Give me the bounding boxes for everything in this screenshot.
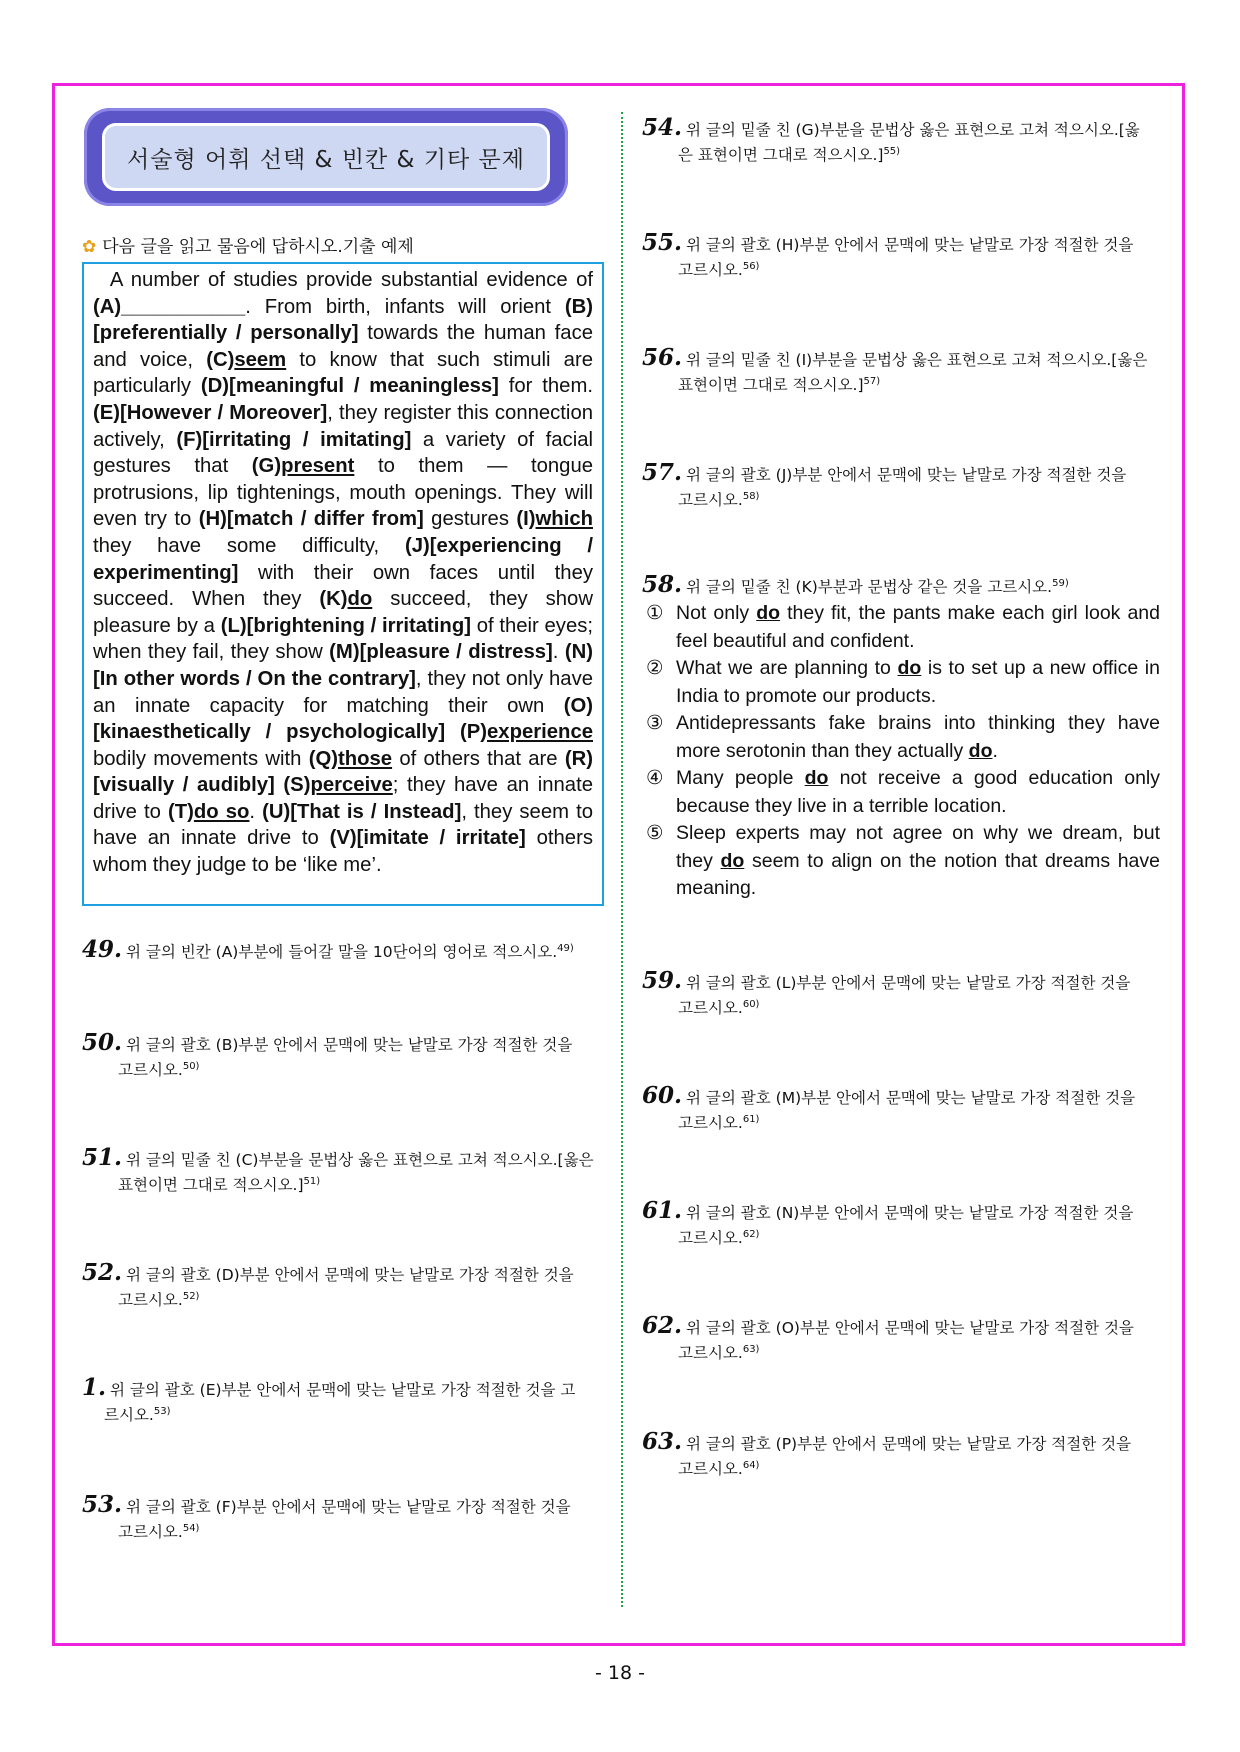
question-number: 53. bbox=[82, 1491, 123, 1518]
question-number: 62. bbox=[642, 1312, 683, 1339]
choice-n: (N)[In other words / On the contrary] bbox=[93, 641, 593, 690]
underline-i: which bbox=[535, 508, 593, 531]
footnote-ref: 56) bbox=[742, 261, 760, 272]
question-54 bbox=[642, 114, 1166, 166]
option-underline: do bbox=[804, 767, 829, 789]
question-text: 위 글의 괄호 (O)부분 안에서 문맥에 맞는 낱말로 가장 적절한 것을 bbox=[686, 1319, 1134, 1337]
option-text: Many people bbox=[676, 767, 805, 789]
instruction-text: 다음 글을 읽고 물음에 답하시오.기출 예제 bbox=[102, 237, 414, 257]
blank-a: (A)___________ bbox=[93, 295, 246, 318]
option-2 bbox=[646, 655, 1160, 710]
option-text: not receive a good education only because they live in a terrible location. bbox=[676, 767, 1160, 817]
footnote-ref: 55) bbox=[883, 146, 901, 157]
section-banner bbox=[84, 108, 568, 206]
question-59 bbox=[642, 967, 1166, 1019]
footnote-ref: 63) bbox=[742, 1344, 760, 1355]
question-text-cont: 고르시오. bbox=[678, 1460, 743, 1479]
question-number: 51. bbox=[82, 1144, 123, 1171]
choice-e: (E)[However / Moreover] bbox=[93, 401, 328, 424]
footnote-ref: 57) bbox=[863, 376, 881, 387]
options-58 bbox=[646, 600, 1160, 903]
question-text: 위 글의 빈칸 (A)부분에 들어갈 말을 10단어의 영어로 적으시오. bbox=[126, 943, 558, 962]
question-56 bbox=[642, 344, 1166, 396]
footnote-ref: 58) bbox=[742, 491, 760, 502]
passage-text: of others that are bbox=[392, 747, 565, 770]
question-number: 49. bbox=[82, 936, 123, 964]
question-50 bbox=[82, 1029, 606, 1081]
choice-o: (O)[kinaesthetically / psychologically] bbox=[93, 694, 593, 744]
choice-l: (L)[brightening / irritating] bbox=[220, 614, 471, 637]
question-text: 위 글의 괄호 (N)부분 안에서 문맥에 맞는 낱말로 가장 적절한 것을 bbox=[686, 1204, 1134, 1222]
choice-f: (F)[irritating / imitating] bbox=[176, 428, 412, 451]
option-text: seem to align on the notion that dreams have meaning. bbox=[676, 849, 1160, 899]
option-5 bbox=[646, 820, 1160, 903]
question-text: 위 글의 괄호 (E)부분 안에서 문맥에 맞는 낱말로 가장 적절한 것을 고 bbox=[110, 1381, 576, 1399]
option-underline: do bbox=[897, 657, 922, 679]
option-text: . bbox=[992, 739, 998, 762]
passage-text: ; they have an innate drive to bbox=[93, 774, 593, 823]
question-number: 60. bbox=[642, 1082, 683, 1109]
question-text-cont: 고르시오. bbox=[678, 1229, 743, 1248]
option-mark: ⑤ bbox=[646, 822, 664, 844]
passage-text: . bbox=[552, 641, 565, 664]
question-text: 위 글의 괄호 (L)부분 안에서 문맥에 맞는 낱말로 가장 적절한 것을 bbox=[686, 974, 1131, 992]
passage-text bbox=[445, 721, 460, 743]
question-number: 54. bbox=[642, 114, 683, 141]
option-underline: do bbox=[756, 602, 781, 624]
question-63 bbox=[642, 1428, 1166, 1480]
option-mark: ① bbox=[646, 602, 664, 624]
question-text-cont: 고르시오. bbox=[118, 1291, 183, 1310]
footnote-ref: 51) bbox=[303, 1176, 321, 1187]
question-1 bbox=[82, 1374, 606, 1426]
marker-i: (I) bbox=[516, 508, 536, 531]
footnote-ref: 61) bbox=[742, 1114, 760, 1125]
passage-text: towards the human face and voice, bbox=[93, 322, 594, 371]
question-text: 위 글의 괄호 (H)부분 안에서 문맥에 맞는 낱말로 가장 적절한 것을 bbox=[686, 236, 1134, 254]
question-number: 1. bbox=[82, 1374, 107, 1401]
question-number: 52. bbox=[82, 1259, 123, 1286]
passage-text: they have some difficulty, bbox=[93, 534, 405, 557]
question-text: 위 글의 괄호 (P)부분 안에서 문맥에 맞는 낱말로 가장 적절한 것을 bbox=[686, 1435, 1132, 1453]
question-number: 57. bbox=[642, 459, 683, 486]
choice-u: (U)[That is / Instead] bbox=[262, 800, 462, 823]
flower-icon: ✿ bbox=[82, 237, 97, 257]
question-62 bbox=[642, 1312, 1166, 1364]
option-text: What we are planning to bbox=[676, 657, 898, 679]
question-61 bbox=[642, 1197, 1166, 1249]
page-number: - 18 - bbox=[595, 1662, 645, 1684]
section-title: 서술형 어휘 선택 & 빈칸 & 기타 문제 bbox=[102, 123, 550, 191]
choice-m: (M)[pleasure / distress] bbox=[329, 641, 553, 664]
question-52 bbox=[82, 1259, 606, 1311]
marker-t: (T) bbox=[168, 800, 194, 823]
marker-c: (C) bbox=[206, 348, 235, 371]
question-60 bbox=[642, 1082, 1166, 1134]
underline-s: perceive bbox=[310, 774, 393, 797]
option-1 bbox=[646, 600, 1160, 655]
marker-s: (S) bbox=[283, 774, 311, 797]
passage-text: , they not only have an innate capacity for matching their own bbox=[93, 667, 593, 717]
question-57 bbox=[642, 459, 1166, 511]
option-text: Not only bbox=[676, 602, 757, 624]
footnote-ref: 59) bbox=[1052, 578, 1069, 589]
option-mark: ④ bbox=[646, 767, 664, 789]
footnote-ref: 60) bbox=[742, 999, 760, 1010]
passage-text: for them. bbox=[498, 375, 593, 398]
passage-text: A number of studies provide substantial evidence of bbox=[109, 269, 593, 291]
passage-text: with their own faces until they succeed. When they bbox=[93, 561, 593, 611]
reading-passage bbox=[82, 262, 604, 906]
footnote-ref: 50) bbox=[182, 1061, 200, 1072]
passage-text: succeed, they show pleasure by a bbox=[93, 588, 593, 637]
column-divider bbox=[621, 112, 623, 1607]
footnote-ref: 52) bbox=[182, 1291, 200, 1302]
question-text: 위 글의 괄호 (D)부분 안에서 문맥에 맞는 낱말로 가장 적절한 것을 bbox=[126, 1266, 574, 1284]
question-text-cont: 고르시오. bbox=[678, 491, 743, 510]
question-55 bbox=[642, 229, 1166, 281]
choice-d: (D)[meaningful / meaningless] bbox=[200, 375, 499, 398]
question-text-cont: 은 표현이면 그대로 적으시오.] bbox=[678, 146, 884, 165]
question-text: 위 글의 괄호 (F)부분 안에서 문맥에 맞는 낱말로 가장 적절한 것을 bbox=[126, 1498, 571, 1516]
option-mark: ② bbox=[646, 657, 664, 679]
footnote-ref: 49) bbox=[557, 943, 574, 954]
option-text: Sleep experts may not agree on why we dream, but they bbox=[676, 822, 1160, 872]
question-text: 위 글의 괄호 (J)부분 안에서 문맥에 맞는 낱말로 가장 적절한 것을 bbox=[686, 466, 1127, 484]
question-58 bbox=[642, 573, 1166, 598]
question-51 bbox=[82, 1144, 606, 1196]
question-49 bbox=[82, 938, 606, 963]
question-text-cont: 고르시오. bbox=[678, 1344, 743, 1363]
option-underline: do bbox=[968, 739, 993, 762]
choice-v: (V)[imitate / irritate] bbox=[329, 827, 526, 850]
question-text: 위 글의 밑줄 친 (G)부분을 문법상 옳은 표현으로 고쳐 적으시오.[옳 bbox=[686, 121, 1140, 139]
underline-k: do bbox=[347, 588, 373, 611]
question-text-cont: 고르시오. bbox=[678, 261, 743, 280]
underline-c: seem bbox=[234, 348, 287, 371]
passage-text: , they seem to have an innate drive to bbox=[93, 800, 593, 850]
question-number: 58. bbox=[642, 571, 683, 599]
passage-text: . From birth, infants will orient bbox=[245, 295, 565, 318]
question-53 bbox=[82, 1491, 606, 1543]
passage-text: . bbox=[249, 800, 263, 823]
option-mark: ③ bbox=[646, 712, 664, 734]
option-4 bbox=[646, 765, 1160, 820]
question-text: 위 글의 괄호 (M)부분 안에서 문맥에 맞는 낱말로 가장 적절한 것을 bbox=[686, 1089, 1136, 1107]
marker-p: (P) bbox=[459, 721, 488, 744]
passage-text: , they register this connection actively, bbox=[93, 401, 593, 451]
passage-text: gestures bbox=[423, 508, 517, 531]
choice-r: (R)[visually / audibly] bbox=[93, 747, 593, 797]
footnote-ref: 62) bbox=[742, 1229, 760, 1240]
option-underline: do bbox=[720, 849, 745, 872]
question-text-cont: 고르시오. bbox=[678, 1114, 743, 1133]
question-text-cont: 고르시오. bbox=[678, 999, 743, 1018]
question-number: 61. bbox=[642, 1197, 683, 1224]
marker-q: (Q) bbox=[308, 747, 338, 770]
question-text-cont: 르시오. bbox=[104, 1406, 154, 1425]
question-number: 63. bbox=[642, 1428, 683, 1455]
choice-b: (B)[preferentially / personally] bbox=[93, 295, 593, 345]
footnote-ref: 53) bbox=[153, 1406, 171, 1417]
underline-q: those bbox=[337, 747, 393, 770]
instruction bbox=[82, 232, 414, 257]
question-number: 50. bbox=[82, 1029, 123, 1056]
option-text: is to set up a new office in India to promote our products. bbox=[676, 657, 1160, 707]
question-text: 위 글의 밑줄 친 (C)부분을 문법상 옳은 표현으로 고쳐 적으시오.[옳은 bbox=[126, 1151, 594, 1169]
question-text: 위 글의 괄호 (B)부분 안에서 문맥에 맞는 낱말로 가장 적절한 것을 bbox=[126, 1036, 573, 1054]
question-text-cont: 고르시오. bbox=[118, 1523, 183, 1542]
underline-t: do so bbox=[193, 800, 250, 823]
question-text-cont: 표현이면 그대로 적으시오.] bbox=[118, 1176, 304, 1195]
question-text: 위 글의 밑줄 친 (I)부분을 문법상 옳은 표현으로 고쳐 적으시오.[옳은 bbox=[686, 351, 1148, 369]
question-text: 위 글의 밑줄 친 (K)부분과 문법상 같은 것을 고르시오. bbox=[686, 578, 1053, 597]
option-text: Antidepressants fake brains into thinking they have more serotonin than they actually bbox=[676, 712, 1160, 762]
passage-text: to know that such stimuli are particularly bbox=[93, 348, 593, 398]
question-number: 56. bbox=[642, 344, 683, 371]
passage-text: a variety of facial gestures that bbox=[93, 428, 593, 478]
underline-p: experience bbox=[487, 721, 593, 744]
question-number: 55. bbox=[642, 229, 683, 256]
footnote-ref: 54) bbox=[182, 1523, 200, 1534]
footnote-ref: 64) bbox=[742, 1460, 760, 1471]
marker-g: (G) bbox=[251, 455, 282, 478]
option-text: they fit, the pants make each girl look and feel beautiful and confident. bbox=[676, 602, 1161, 652]
choice-j: (J)[experiencing / experimenting] bbox=[93, 534, 593, 584]
marker-k: (K) bbox=[319, 588, 348, 611]
passage-text: to them — tongue protrusions, lip tightenings, mouth openings. They will even try to bbox=[93, 455, 594, 531]
passage-text: of their eyes; when they fail, they show bbox=[93, 614, 593, 664]
question-number: 59. bbox=[642, 967, 683, 994]
underline-g: present bbox=[281, 455, 355, 478]
question-text-cont: 표현이면 그대로 적으시오.] bbox=[678, 376, 864, 395]
option-3 bbox=[646, 710, 1160, 765]
passage-text: others whom they judge to be ‘like me’. bbox=[93, 827, 593, 877]
choice-h: (H)[match / differ from] bbox=[198, 508, 424, 531]
passage-text: bodily movements with bbox=[93, 747, 309, 770]
question-text-cont: 고르시오. bbox=[118, 1061, 183, 1080]
